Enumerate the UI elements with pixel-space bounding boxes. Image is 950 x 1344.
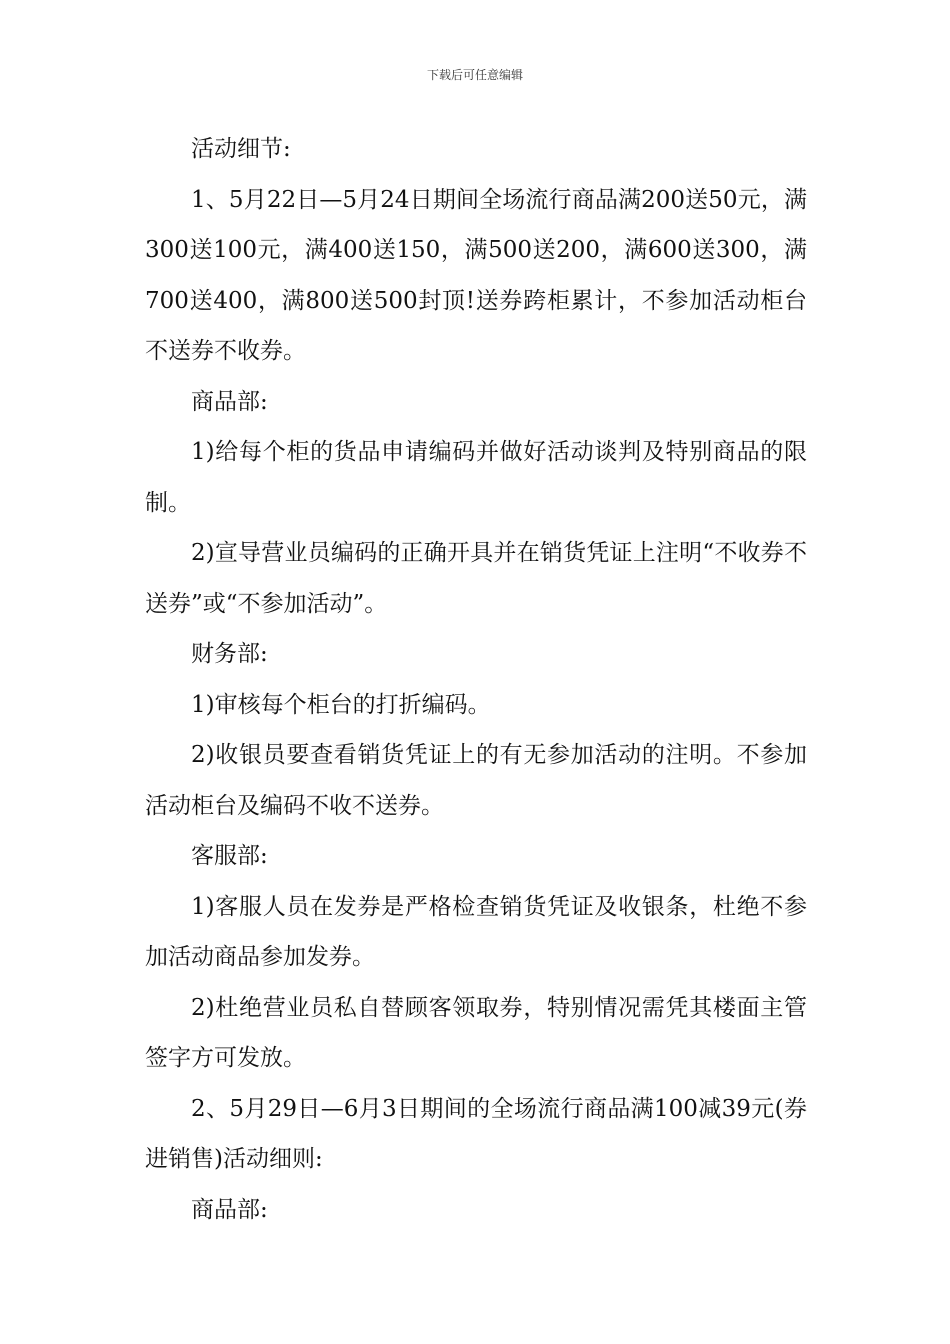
section-heading-customer-service: 客服部:	[191, 843, 268, 869]
paragraph-finance-1: 1)审核每个柜台的打折编码。	[191, 691, 491, 718]
section-heading-merchandise-dept: 商品部:	[191, 388, 268, 415]
section-heading-merchandise-dept-2: 商品部:	[191, 1196, 268, 1223]
section-heading-finance-dept: 财务部:	[191, 641, 268, 667]
paragraph-item-2: 2、5月29日—6月3日期间的全场流行商品满100减39元(券进销售)活动细则:	[145, 1095, 807, 1172]
paragraph-merchandise-2: 2)宣导营业员编码的正确开具并在销货凭证上注明“不收券不送券”或“不参加活动”。	[145, 540, 807, 617]
paragraph-item-1: 1、5月22日—5月24日期间全场流行商品满200送50元，满300送100元，满400送150，满500送200，满600送300，满700送400，满800送500封顶!送券跨柜累计，不参加活动柜台不送券不收券。	[145, 186, 807, 364]
paragraph-customer-service-1: 1)客服人员在发券是严格检查销货凭证及收银条，杜绝不参加活动商品参加发券。	[145, 893, 807, 970]
paragraph-customer-service-2: 2)杜绝营业员私自替顾客领取券，特别情况需凭其楼面主管签字方可发放。	[145, 994, 807, 1071]
document-body	[145, 124, 807, 1235]
paragraph-merchandise-1: 1)给每个柜的货品申请编码并做好活动谈判及特别商品的限制。	[145, 439, 807, 516]
download-note: 下载后可任意编辑	[426, 68, 523, 82]
paragraph-finance-2: 2)收银员要查看销货凭证上的有无参加活动的注明。不参加活动柜台及编码不收不送券。	[145, 742, 807, 819]
section-heading-activity-details: 活动细节:	[191, 136, 291, 162]
